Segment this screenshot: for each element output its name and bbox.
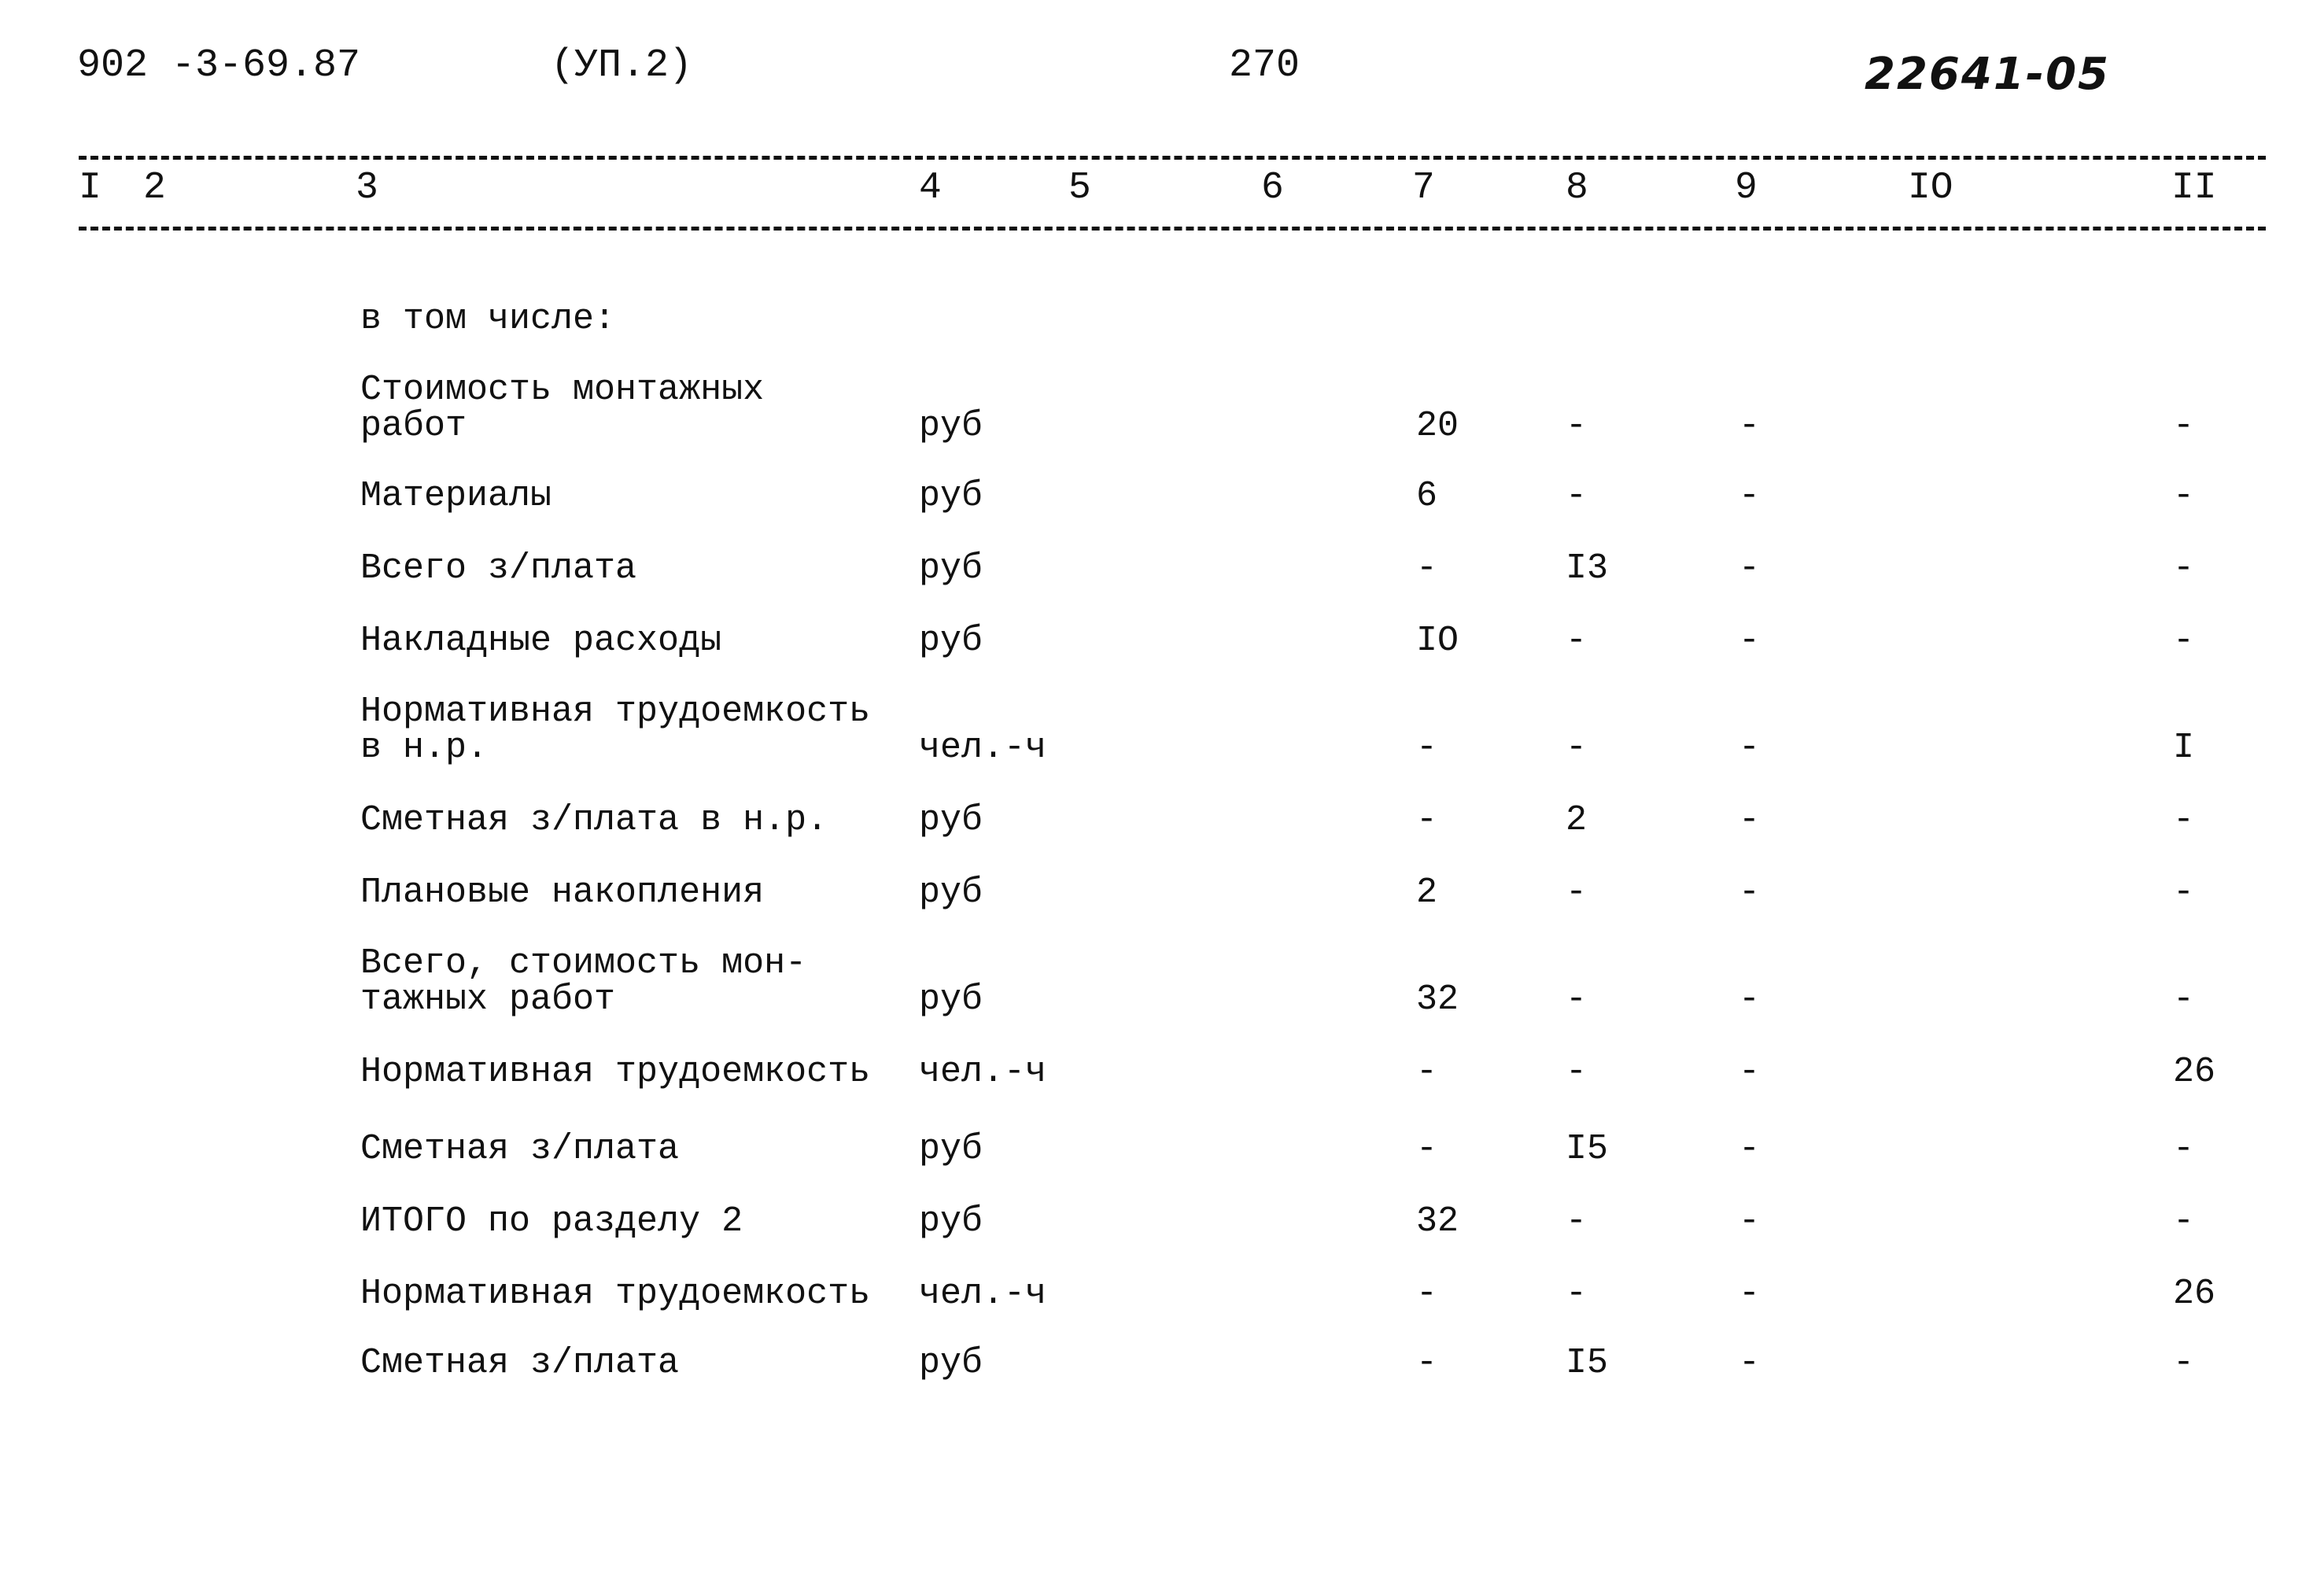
row-label: ИТОГО по разделу 2 [360, 1201, 743, 1241]
row-unit: руб [919, 548, 983, 588]
row-col11: 26 [2173, 1274, 2216, 1314]
row-col9: - [1739, 873, 1761, 913]
row-unit: руб [919, 406, 983, 446]
row-col11: - [2173, 476, 2195, 516]
row-col7: - [1416, 728, 1438, 768]
row-col11: - [2173, 873, 2195, 913]
inventory-number-handwritten: 22641-05 [1865, 49, 2110, 100]
row-col7: - [1416, 1052, 1438, 1092]
row-label: Всего, стоимость мон- тажных работ [360, 943, 807, 1020]
column-number-5: 5 [1068, 167, 1091, 209]
row-unit: руб [919, 800, 983, 840]
row-label: Нормативная трудоемкость в н.р. [360, 692, 871, 768]
row-col9: - [1739, 1052, 1761, 1092]
row-col8: I3 [1566, 548, 1609, 588]
row-unit: руб [919, 476, 983, 516]
row-col8: - [1566, 1052, 1588, 1092]
row-col9: - [1739, 1343, 1761, 1383]
row-col8: I5 [1566, 1129, 1609, 1169]
row-col8: - [1566, 1274, 1588, 1314]
column-number-1: I [79, 167, 101, 209]
row-unit: руб [919, 621, 983, 661]
column-number-2: 2 [143, 167, 166, 209]
column-number-7: 7 [1412, 167, 1435, 209]
row-unit: чел.-ч [919, 728, 1047, 768]
row-col11: - [2173, 1343, 2195, 1383]
row-col7: 2 [1416, 873, 1438, 913]
row-col7: 20 [1416, 406, 1459, 446]
column-number-8: 8 [1566, 167, 1588, 209]
row-col7: 6 [1416, 476, 1438, 516]
row-col11: - [2173, 1201, 2195, 1241]
row-col7: IO [1416, 621, 1459, 661]
row-label: Сметная з/плата [360, 1343, 680, 1383]
row-label: Нормативная трудоемкость [360, 1274, 871, 1314]
row-col7: - [1416, 1274, 1438, 1314]
page-number: 270 [1229, 43, 1300, 88]
row-col9: - [1739, 621, 1761, 661]
row-label: Накладные расходы [360, 621, 722, 661]
column-number-3: 3 [356, 167, 378, 209]
row-col11: I [2173, 728, 2195, 768]
row-label: Стоимость монтажных работ [360, 370, 765, 446]
row-col8: - [1566, 979, 1588, 1020]
row-unit: руб [919, 1129, 983, 1169]
row-col9: - [1739, 800, 1761, 840]
row-col8: - [1566, 621, 1588, 661]
row-unit: руб [919, 979, 983, 1020]
row-col8: - [1566, 728, 1588, 768]
row-col11: - [2173, 979, 2195, 1020]
row-unit: чел.-ч [919, 1274, 1047, 1314]
row-label: Плановые накопления [360, 873, 765, 913]
row-col7: - [1416, 548, 1438, 588]
row-col8: - [1566, 873, 1588, 913]
row-col8: - [1566, 1201, 1588, 1241]
row-col8: I5 [1566, 1343, 1609, 1383]
row-col11: 26 [2173, 1052, 2216, 1092]
column-number-4: 4 [919, 167, 942, 209]
row-col9: - [1739, 1274, 1761, 1314]
row-col11: - [2173, 800, 2195, 840]
row-col7: - [1416, 1129, 1438, 1169]
column-number-11: II [2171, 167, 2217, 209]
row-unit: руб [919, 1201, 983, 1241]
row-col9: - [1739, 548, 1761, 588]
row-col9: - [1739, 1201, 1761, 1241]
row-unit: чел.-ч [919, 1052, 1047, 1092]
row-col7: 32 [1416, 1201, 1459, 1241]
row-col9: - [1739, 476, 1761, 516]
row-label: Материалы [360, 476, 552, 516]
row-col7: 32 [1416, 979, 1459, 1020]
row-col8: 2 [1566, 800, 1588, 840]
row-label: Сметная з/плата [360, 1129, 680, 1169]
row-col7: - [1416, 800, 1438, 840]
document-number: 902 -3-69.87 [77, 43, 361, 88]
row-col9: - [1739, 406, 1761, 446]
column-number-9: 9 [1735, 167, 1758, 209]
row-col11: - [2173, 621, 2195, 661]
row-col11: - [2173, 548, 2195, 588]
row-col8: - [1566, 476, 1588, 516]
row-col9: - [1739, 728, 1761, 768]
row-label: Нормативная трудоемкость [360, 1052, 871, 1092]
row-col11: - [2173, 406, 2195, 446]
intro-text: в том числе: [360, 299, 616, 339]
row-label: Всего з/плата [360, 548, 637, 588]
row-unit: руб [919, 1343, 983, 1383]
row-unit: руб [919, 873, 983, 913]
row-col9: - [1739, 1129, 1761, 1169]
section-code: (УП.2) [551, 43, 693, 88]
row-col8: - [1566, 406, 1588, 446]
row-col9: - [1739, 979, 1761, 1020]
row-label: Сметная з/плата в н.р. [360, 800, 828, 840]
column-number-6: 6 [1261, 167, 1284, 209]
column-number-10: IO [1908, 167, 1953, 209]
row-col7: - [1416, 1343, 1438, 1383]
row-col11: - [2173, 1129, 2195, 1169]
